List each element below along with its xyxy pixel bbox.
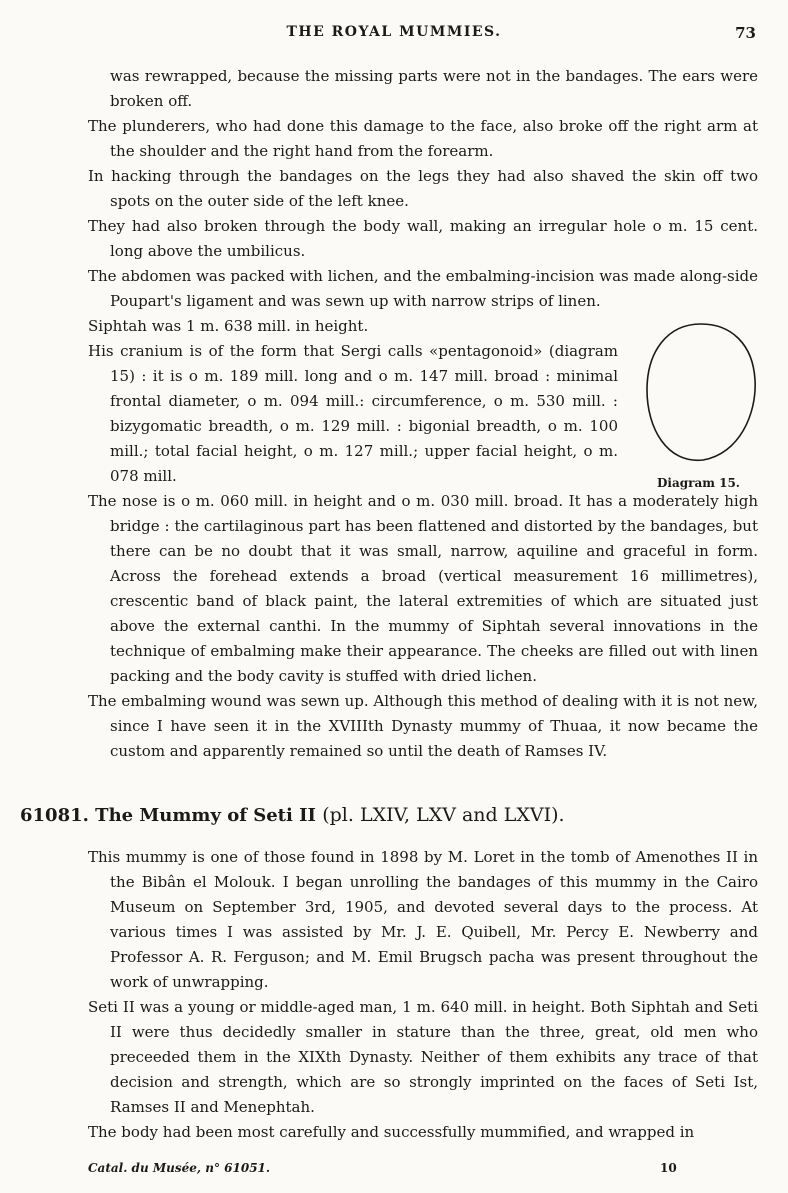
paragraph: They had also broken through the body wall, making an irregular hole o m. 15 cent. long above the umbilicus. [88, 217, 758, 260]
running-title: THE ROYAL MUMMIES. [286, 24, 502, 40]
entry-plates: (pl. LXIV, LXV and LXVI). [322, 804, 565, 826]
paragraph: The embalming wound was sewn up. Although this method of dealing with it is not new, since I have seen it in the XVIIIth Dynasty mummy of Thuaa, it now became the custom and apparently remained so until the death of Ramses IV. [88, 692, 758, 760]
paragraph: In hacking through the bandages on the legs they had also shaved the skin off two spots on the outer side of the left knee. [88, 167, 758, 210]
cranium-outline-icon [641, 318, 761, 468]
paragraph: Seti II was a young or middle-aged man, 1 m. 640 mill. in height. Both Siphtah and Seti II were thus decidedly smaller in stature than the three, great, old men who preceeded them in the XIXth Dynasty. Neither of them exhibits any trace of that decision and strength, which are so strongly imprinted on the faces of Seti Ist, Ramses II and Menephtah. [88, 998, 758, 1116]
entry-number: 61081. [20, 805, 89, 826]
signature-mark: 10 [660, 1161, 677, 1175]
catalogue-reference: Catal. du Musée, n° 61051. [88, 1161, 271, 1175]
page-number: 73 [735, 24, 756, 42]
page-footer [0, 1161, 788, 1181]
page-header [0, 24, 788, 48]
entry-title: The Mummy of Seti II [95, 805, 316, 826]
paragraph: Siphtah was 1 m. 638 mill. in height. [88, 317, 369, 335]
paragraph: The plunderers, who had done this damage to the face, also broke off the right arm at the shoulder and the right hand from the forearm. [88, 117, 758, 160]
entry-heading [20, 802, 760, 829]
paragraph: The abdomen was packed with lichen, and the embalming-incision was made along-side Poupart's ligament and was sewn up with narrow strips of linen. [88, 267, 758, 310]
diagram-caption: Diagram 15. [657, 476, 740, 490]
text-block-bottom [0, 845, 788, 1145]
paragraph: The nose is o m. 060 mill. in height and o m. 030 mill. broad. It has a moderately high bridge : the cartilaginous part has been flattened and distorted by the bandages, but there can be no doubt that it was small, narrow, aquiline and graceful in form. Across the forehead extends a broad (vertical measurement 16 millimetres), crescentic band of black paint, the lateral extremities of which are situated just above the external canthi. In the mummy of Siphtah several innovations in the technique of embalming make their appearance. The cheeks are filled out with linen packing and the body cavity is stuffed with dried lichen. [88, 492, 758, 685]
paragraph: His cranium is of the form that Sergi calls «pentagonoid» (diagram 15) : it is o m. 189 mill. long and o m. 147 mill. broad : minimal frontal diameter, o m. 094 mill.: circumference, o m. 530 mill. : bizygomatic breadth, o m. 129 mill. : bigonial breadth, o m. 100 mill.; total facial height, o m. 127 mill.; upper facial height, o m. 078 mill. [88, 342, 618, 485]
cranium-diagram [641, 318, 761, 488]
paragraph: The body had been most carefully and successfully mummified, and wrapped in [88, 1123, 695, 1141]
paragraph: was rewrapped, because the missing parts were not in the bandages. The ears were broken off. [110, 67, 758, 110]
paragraph: This mummy is one of those found in 1898 by M. Loret in the tomb of Amenothes II in the Bibân el Molouk. I began unrolling the bandages of this mummy in the Cairo Museum on September 3rd, 1905, and devoted several days to the process. At various times I was assisted by Mr. J. E. Quibell, Mr. Percy E. Newberry and Professor A. R. Ferguson; and M. Emil Brugsch pacha was present throughout the work of unwrapping. [88, 848, 758, 991]
